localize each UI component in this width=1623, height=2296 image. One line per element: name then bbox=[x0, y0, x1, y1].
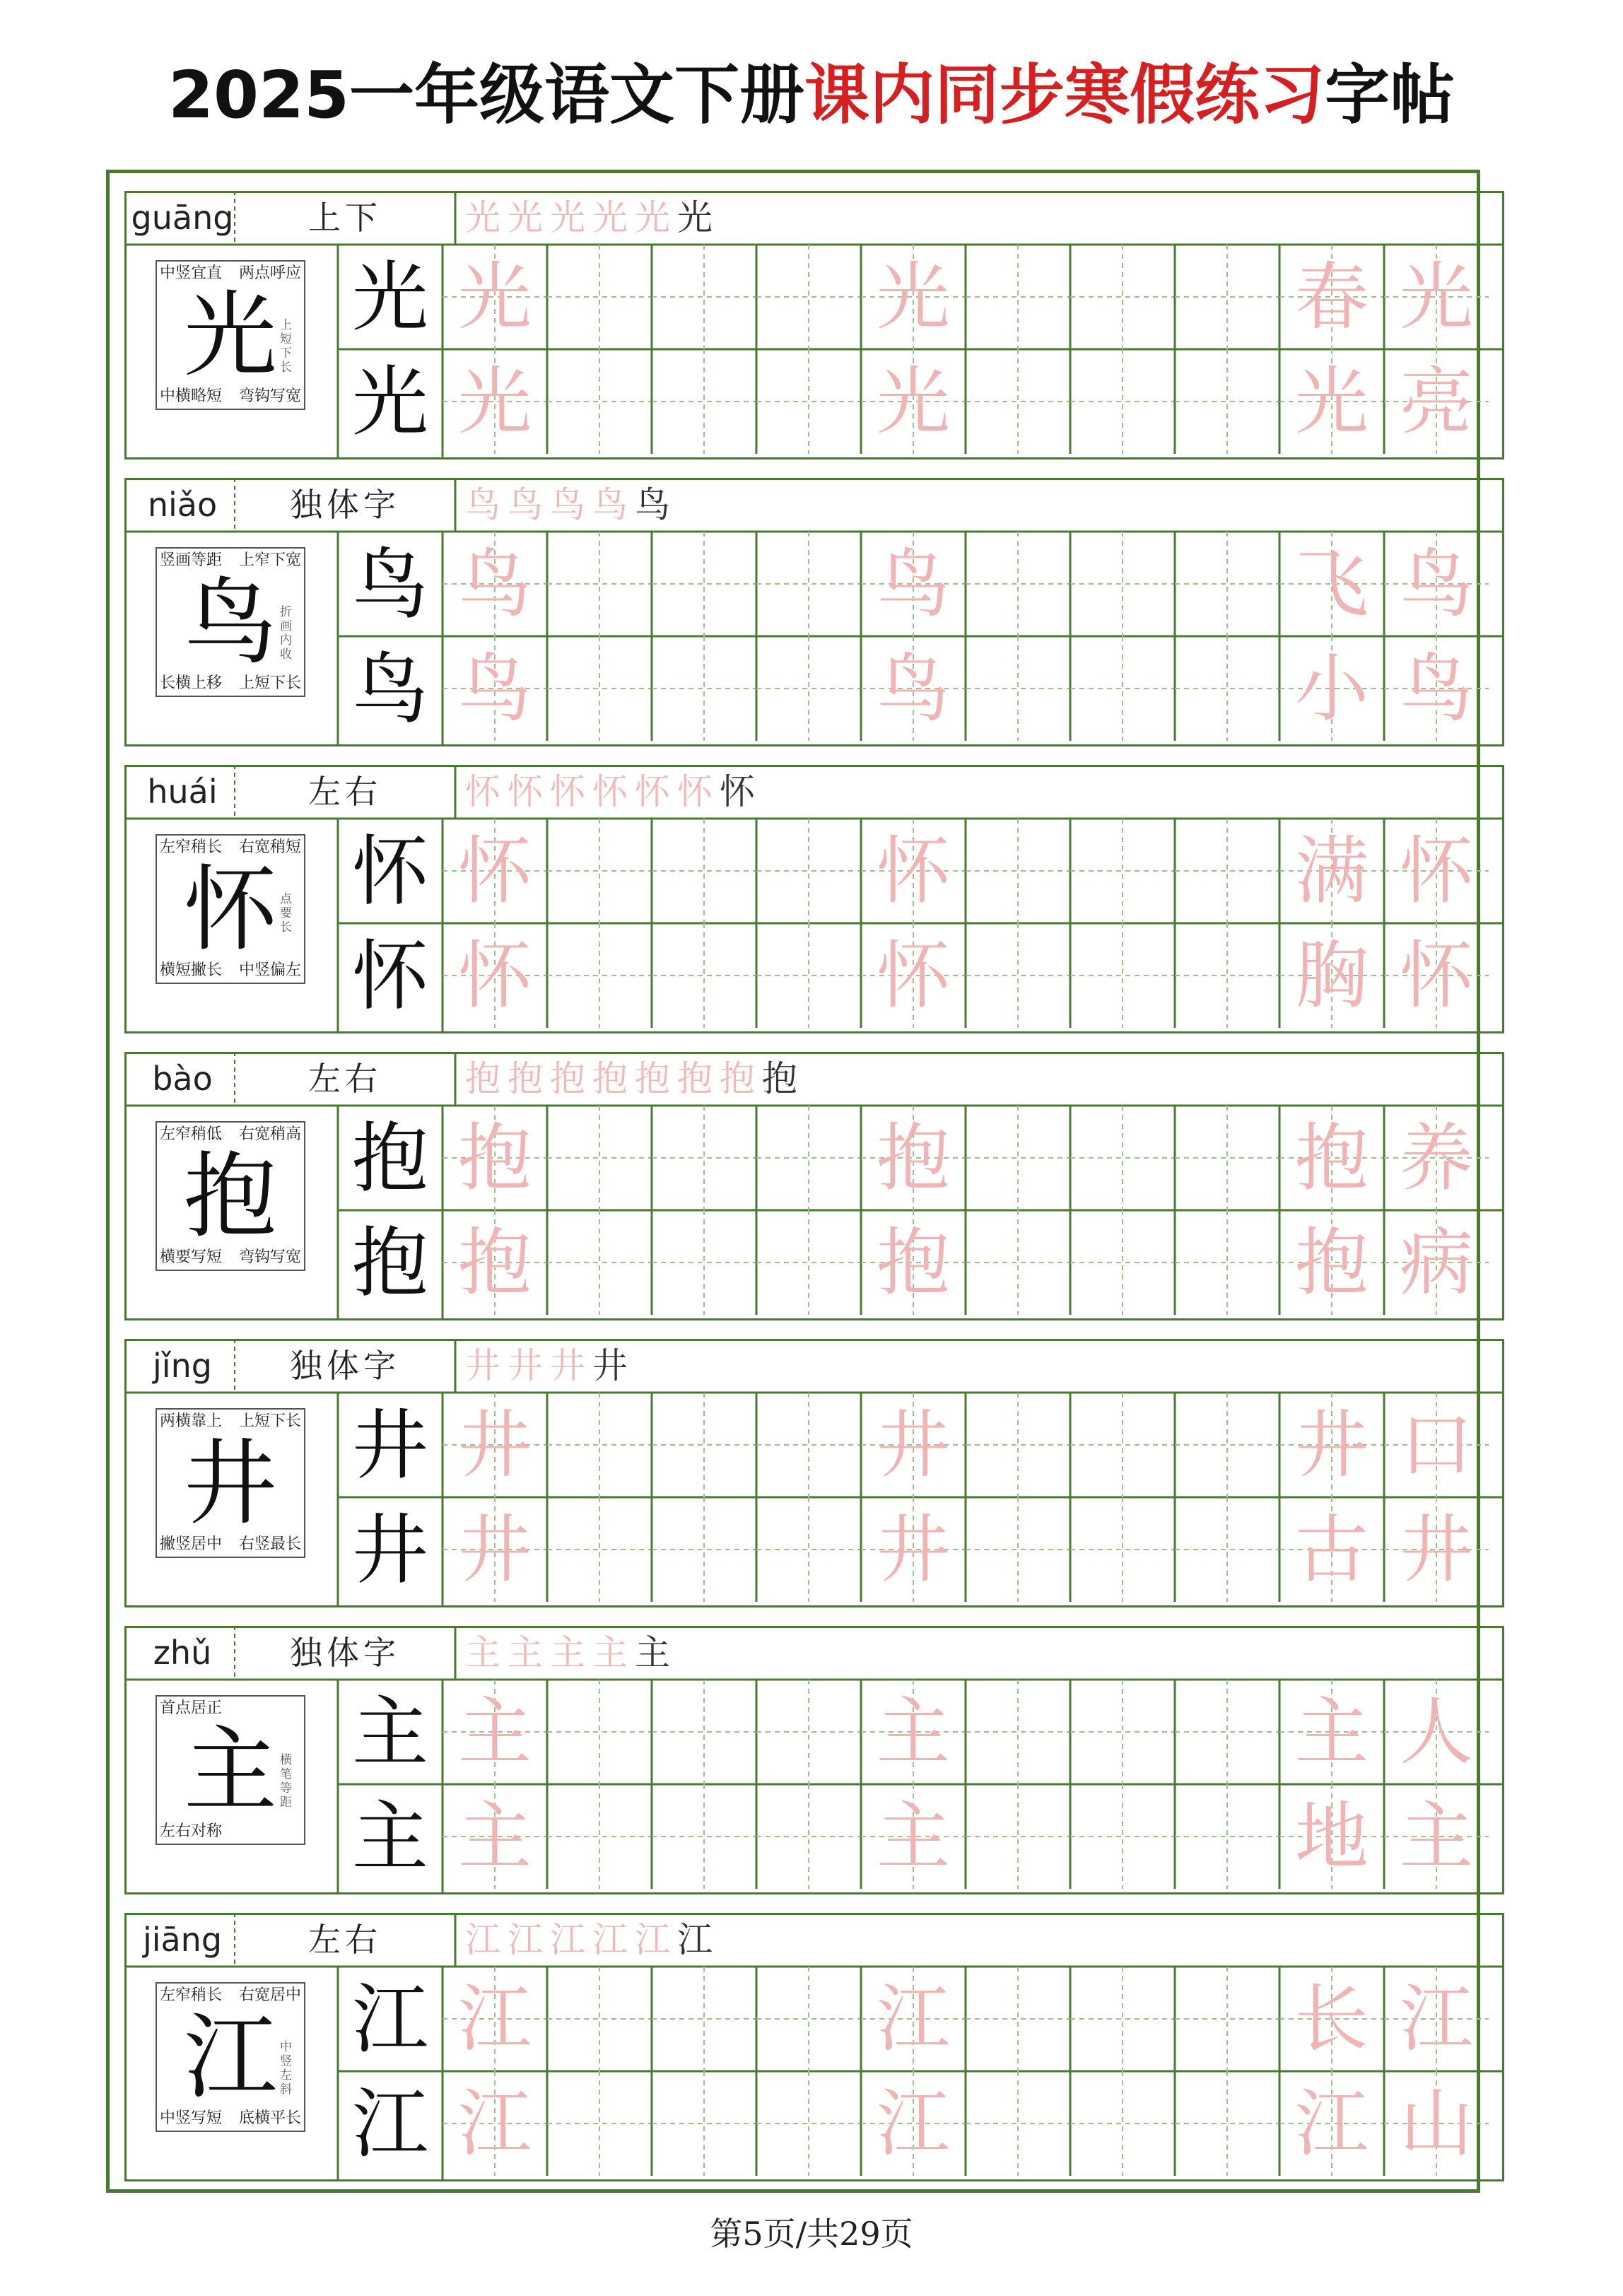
stroke-step: 鸟 bbox=[508, 484, 550, 525]
model-character: 主 bbox=[351, 1689, 428, 1777]
model-character: 怀 bbox=[351, 828, 428, 916]
model-character: 怀 bbox=[351, 932, 428, 1021]
guide-tip: 上短下长 bbox=[238, 1412, 301, 1430]
model-character: 主 bbox=[351, 1793, 428, 1882]
character-block bbox=[124, 478, 1504, 746]
stroke-order bbox=[455, 482, 1499, 527]
model-character: 江 bbox=[351, 2080, 428, 2169]
structure-label: 上下 bbox=[308, 199, 382, 237]
guide-tip: 上窄下宽 bbox=[238, 551, 301, 569]
guide-tip: 中竖宜直 bbox=[160, 264, 223, 282]
stroke-step: 抱 bbox=[677, 1058, 720, 1099]
stroke-step: 抱 bbox=[720, 1058, 762, 1099]
guide-character: 江 bbox=[184, 2003, 277, 2112]
pinyin-label: guāng bbox=[131, 199, 234, 237]
character-block bbox=[124, 1913, 1504, 2181]
stroke-order bbox=[455, 769, 1499, 814]
trace-word-character: 长 bbox=[1294, 1976, 1369, 2062]
guide-tip: 左窄稍低 bbox=[160, 1125, 223, 1143]
stroke-step: 主 bbox=[550, 1632, 592, 1673]
trace-word-character: 口 bbox=[1399, 1402, 1473, 1488]
trace-character: 抱 bbox=[876, 1115, 950, 1201]
guide-tip: 弯钩写宽 bbox=[238, 1248, 301, 1266]
stroke-step: 光 bbox=[592, 197, 635, 238]
model-character: 光 bbox=[351, 254, 428, 342]
trace-word-character: 古 bbox=[1294, 1506, 1369, 1593]
stroke-step: 井 bbox=[550, 1345, 592, 1386]
stroke-step: 江 bbox=[508, 1919, 550, 1960]
stroke-step: 怀 bbox=[677, 771, 720, 812]
trace-character: 怀 bbox=[876, 828, 950, 914]
stroke-step: 主 bbox=[465, 1632, 508, 1673]
guide-tip: 右宽居中 bbox=[238, 1986, 301, 2004]
trace-character: 鸟 bbox=[457, 645, 532, 732]
trace-word-character: 抱 bbox=[1294, 1219, 1369, 1306]
character-block bbox=[124, 765, 1504, 1033]
trace-character: 光 bbox=[457, 358, 532, 445]
model-character: 鸟 bbox=[351, 541, 428, 629]
pinyin-label: niǎo bbox=[147, 486, 218, 524]
structure-label: 左右 bbox=[308, 1060, 382, 1098]
guide-tip: 中竖写短 bbox=[160, 2109, 223, 2127]
stroke-order bbox=[455, 1056, 1499, 1101]
trace-word-character: 抱 bbox=[1294, 1115, 1369, 1201]
writing-guide-box bbox=[156, 834, 305, 984]
title-prefix: 2025一年级语文下册 bbox=[168, 57, 805, 133]
character-block bbox=[124, 1339, 1504, 1607]
guide-character: 光 bbox=[184, 281, 277, 390]
trace-character: 光 bbox=[876, 254, 950, 340]
pinyin-label: jǐng bbox=[153, 1347, 212, 1385]
trace-word-character: 亮 bbox=[1399, 358, 1473, 445]
stroke-step: 光 bbox=[635, 197, 677, 238]
stroke-step: 怀 bbox=[592, 771, 635, 812]
guide-tip: 底横平长 bbox=[238, 2109, 301, 2127]
trace-word-character: 主 bbox=[1294, 1689, 1369, 1775]
trace-word-character: 江 bbox=[1294, 2080, 1369, 2167]
stroke-step: 抱 bbox=[762, 1058, 804, 1099]
model-character: 井 bbox=[351, 1506, 428, 1595]
trace-character: 抱 bbox=[457, 1219, 532, 1306]
stroke-step: 怀 bbox=[465, 771, 508, 812]
model-character: 井 bbox=[351, 1402, 428, 1490]
writing-guide-box bbox=[156, 1695, 305, 1845]
guide-note: 中竖左斜 bbox=[280, 2040, 292, 2097]
trace-character: 江 bbox=[876, 2080, 950, 2167]
stroke-step: 江 bbox=[635, 1919, 677, 1960]
model-character: 抱 bbox=[351, 1219, 428, 1308]
guide-tip: 弯钩写宽 bbox=[238, 387, 301, 405]
stroke-step: 江 bbox=[465, 1919, 508, 1960]
stroke-order bbox=[455, 1343, 1499, 1388]
guide-tip: 中横略短 bbox=[160, 387, 223, 405]
structure-label: 独体字 bbox=[290, 486, 400, 524]
stroke-step: 抱 bbox=[550, 1058, 592, 1099]
trace-word-character: 养 bbox=[1399, 1115, 1473, 1201]
stroke-step: 光 bbox=[465, 197, 508, 238]
trace-character: 江 bbox=[457, 2080, 532, 2167]
trace-word-character: 鸟 bbox=[1399, 541, 1473, 627]
writing-guide-box bbox=[156, 1121, 305, 1271]
page-title bbox=[0, 57, 1623, 134]
trace-word-character: 地 bbox=[1294, 1793, 1369, 1880]
stroke-step: 鸟 bbox=[550, 484, 592, 525]
trace-word-character: 胸 bbox=[1294, 932, 1369, 1019]
pinyin-label: huái bbox=[147, 773, 218, 811]
model-character: 鸟 bbox=[351, 645, 428, 734]
stroke-order bbox=[455, 195, 1499, 240]
model-character: 抱 bbox=[351, 1115, 428, 1203]
stroke-step: 井 bbox=[592, 1345, 635, 1386]
trace-character: 井 bbox=[876, 1402, 950, 1488]
guide-tip: 左右对称 bbox=[160, 1822, 223, 1840]
guide-character: 井 bbox=[184, 1429, 277, 1538]
trace-character: 井 bbox=[457, 1402, 532, 1488]
stroke-step: 江 bbox=[550, 1919, 592, 1960]
trace-character: 井 bbox=[457, 1506, 532, 1593]
guide-tip: 横要写短 bbox=[160, 1248, 223, 1266]
trace-word-character: 满 bbox=[1294, 828, 1369, 914]
trace-word-character: 山 bbox=[1399, 2080, 1473, 2167]
stroke-step: 抱 bbox=[508, 1058, 550, 1099]
stroke-step: 光 bbox=[508, 197, 550, 238]
title-suffix: 字帖 bbox=[1325, 57, 1455, 133]
trace-word-character: 江 bbox=[1399, 1976, 1473, 2062]
pinyin-label: jiāng bbox=[142, 1921, 223, 1959]
guide-note: 上短下长 bbox=[280, 318, 292, 375]
guide-tip: 上短下长 bbox=[238, 674, 301, 692]
guide-tip: 两横靠上 bbox=[160, 1412, 223, 1430]
trace-word-character: 春 bbox=[1294, 254, 1369, 340]
stroke-step: 井 bbox=[465, 1345, 508, 1386]
stroke-step: 怀 bbox=[720, 771, 762, 812]
stroke-step: 抱 bbox=[635, 1058, 677, 1099]
writing-guide-box bbox=[156, 260, 305, 410]
title-highlight: 课内同步寒假练习 bbox=[804, 57, 1325, 133]
trace-character: 鸟 bbox=[876, 541, 950, 627]
guide-character: 鸟 bbox=[184, 568, 277, 677]
trace-character: 江 bbox=[457, 1976, 532, 2062]
stroke-step: 鸟 bbox=[635, 484, 677, 525]
guide-tip: 右竖最长 bbox=[238, 1535, 301, 1553]
model-character: 江 bbox=[351, 1976, 428, 2064]
trace-character: 江 bbox=[876, 1976, 950, 2062]
stroke-step: 鸟 bbox=[592, 484, 635, 525]
stroke-step: 怀 bbox=[550, 771, 592, 812]
stroke-step: 江 bbox=[677, 1919, 720, 1960]
trace-character: 光 bbox=[876, 358, 950, 445]
character-block bbox=[124, 1626, 1504, 1894]
structure-label: 左右 bbox=[308, 773, 382, 811]
guide-character: 抱 bbox=[184, 1142, 277, 1251]
trace-character: 抱 bbox=[457, 1115, 532, 1201]
guide-character: 主 bbox=[184, 1716, 277, 1825]
guide-tip: 横短撇长 bbox=[160, 961, 223, 979]
trace-word-character: 光 bbox=[1294, 358, 1369, 445]
trace-character: 鸟 bbox=[876, 645, 950, 732]
guide-note: 折画内收 bbox=[280, 605, 292, 662]
trace-word-character: 小 bbox=[1294, 645, 1369, 732]
pinyin-label: bào bbox=[152, 1060, 213, 1098]
stroke-step: 主 bbox=[635, 1632, 677, 1673]
stroke-step: 抱 bbox=[592, 1058, 635, 1099]
trace-word-character: 飞 bbox=[1294, 541, 1369, 627]
trace-word-character: 怀 bbox=[1399, 932, 1473, 1019]
trace-character: 光 bbox=[457, 254, 532, 340]
trace-word-character: 井 bbox=[1294, 1402, 1369, 1488]
stroke-step: 井 bbox=[508, 1345, 550, 1386]
guide-character: 怀 bbox=[184, 855, 277, 964]
stroke-step: 怀 bbox=[635, 771, 677, 812]
guide-tip: 长横上移 bbox=[160, 674, 223, 692]
stroke-step: 光 bbox=[677, 197, 720, 238]
trace-word-character: 怀 bbox=[1399, 828, 1473, 914]
stroke-order bbox=[455, 1917, 1499, 1962]
trace-word-character: 主 bbox=[1399, 1793, 1473, 1880]
model-character: 光 bbox=[351, 358, 428, 447]
trace-word-character: 井 bbox=[1399, 1506, 1473, 1593]
guide-tip: 右宽稍高 bbox=[238, 1125, 301, 1143]
trace-character: 抱 bbox=[876, 1219, 950, 1306]
stroke-order bbox=[455, 1630, 1499, 1675]
guide-tip: 右宽稍短 bbox=[238, 838, 301, 856]
guide-note: 点要长 bbox=[280, 892, 292, 935]
trace-character: 主 bbox=[876, 1793, 950, 1880]
trace-character: 主 bbox=[876, 1689, 950, 1775]
writing-guide-box bbox=[156, 547, 305, 697]
stroke-step: 主 bbox=[508, 1632, 550, 1673]
stroke-step: 抱 bbox=[465, 1058, 508, 1099]
page-footer: 第5页/共29页 bbox=[710, 2215, 913, 2253]
structure-label: 独体字 bbox=[290, 1347, 400, 1385]
guide-tip: 首点居正 bbox=[160, 1699, 223, 1717]
stroke-step: 光 bbox=[550, 197, 592, 238]
character-block bbox=[124, 191, 1504, 459]
trace-character: 怀 bbox=[876, 932, 950, 1019]
stroke-step: 主 bbox=[592, 1632, 635, 1673]
trace-character: 怀 bbox=[457, 932, 532, 1019]
stroke-step: 江 bbox=[592, 1919, 635, 1960]
trace-character: 怀 bbox=[457, 828, 532, 914]
character-block bbox=[124, 1052, 1504, 1320]
guide-tip: 左窄稍长 bbox=[160, 838, 223, 856]
writing-guide-box bbox=[156, 1982, 305, 2132]
guide-tip: 两点呼应 bbox=[238, 264, 301, 282]
trace-character: 鸟 bbox=[457, 541, 532, 627]
trace-character: 主 bbox=[457, 1689, 532, 1775]
trace-character: 井 bbox=[876, 1506, 950, 1593]
stroke-step: 怀 bbox=[508, 771, 550, 812]
trace-word-character: 鸟 bbox=[1399, 645, 1473, 732]
structure-label: 左右 bbox=[308, 1921, 382, 1959]
writing-guide-box bbox=[156, 1408, 305, 1558]
guide-note: 横笔等距 bbox=[280, 1753, 292, 1810]
guide-tip: 竖画等距 bbox=[160, 551, 223, 569]
trace-word-character: 人 bbox=[1399, 1689, 1473, 1775]
guide-tip: 撇竖居中 bbox=[160, 1535, 223, 1553]
guide-tip: 左窄稍长 bbox=[160, 1986, 223, 2004]
trace-word-character: 病 bbox=[1399, 1219, 1473, 1306]
stroke-step: 鸟 bbox=[465, 484, 508, 525]
pinyin-label: zhǔ bbox=[153, 1634, 212, 1672]
structure-label: 独体字 bbox=[290, 1634, 400, 1672]
guide-tip: 中竖偏左 bbox=[238, 961, 301, 979]
trace-word-character: 光 bbox=[1399, 254, 1473, 340]
trace-character: 主 bbox=[457, 1793, 532, 1880]
